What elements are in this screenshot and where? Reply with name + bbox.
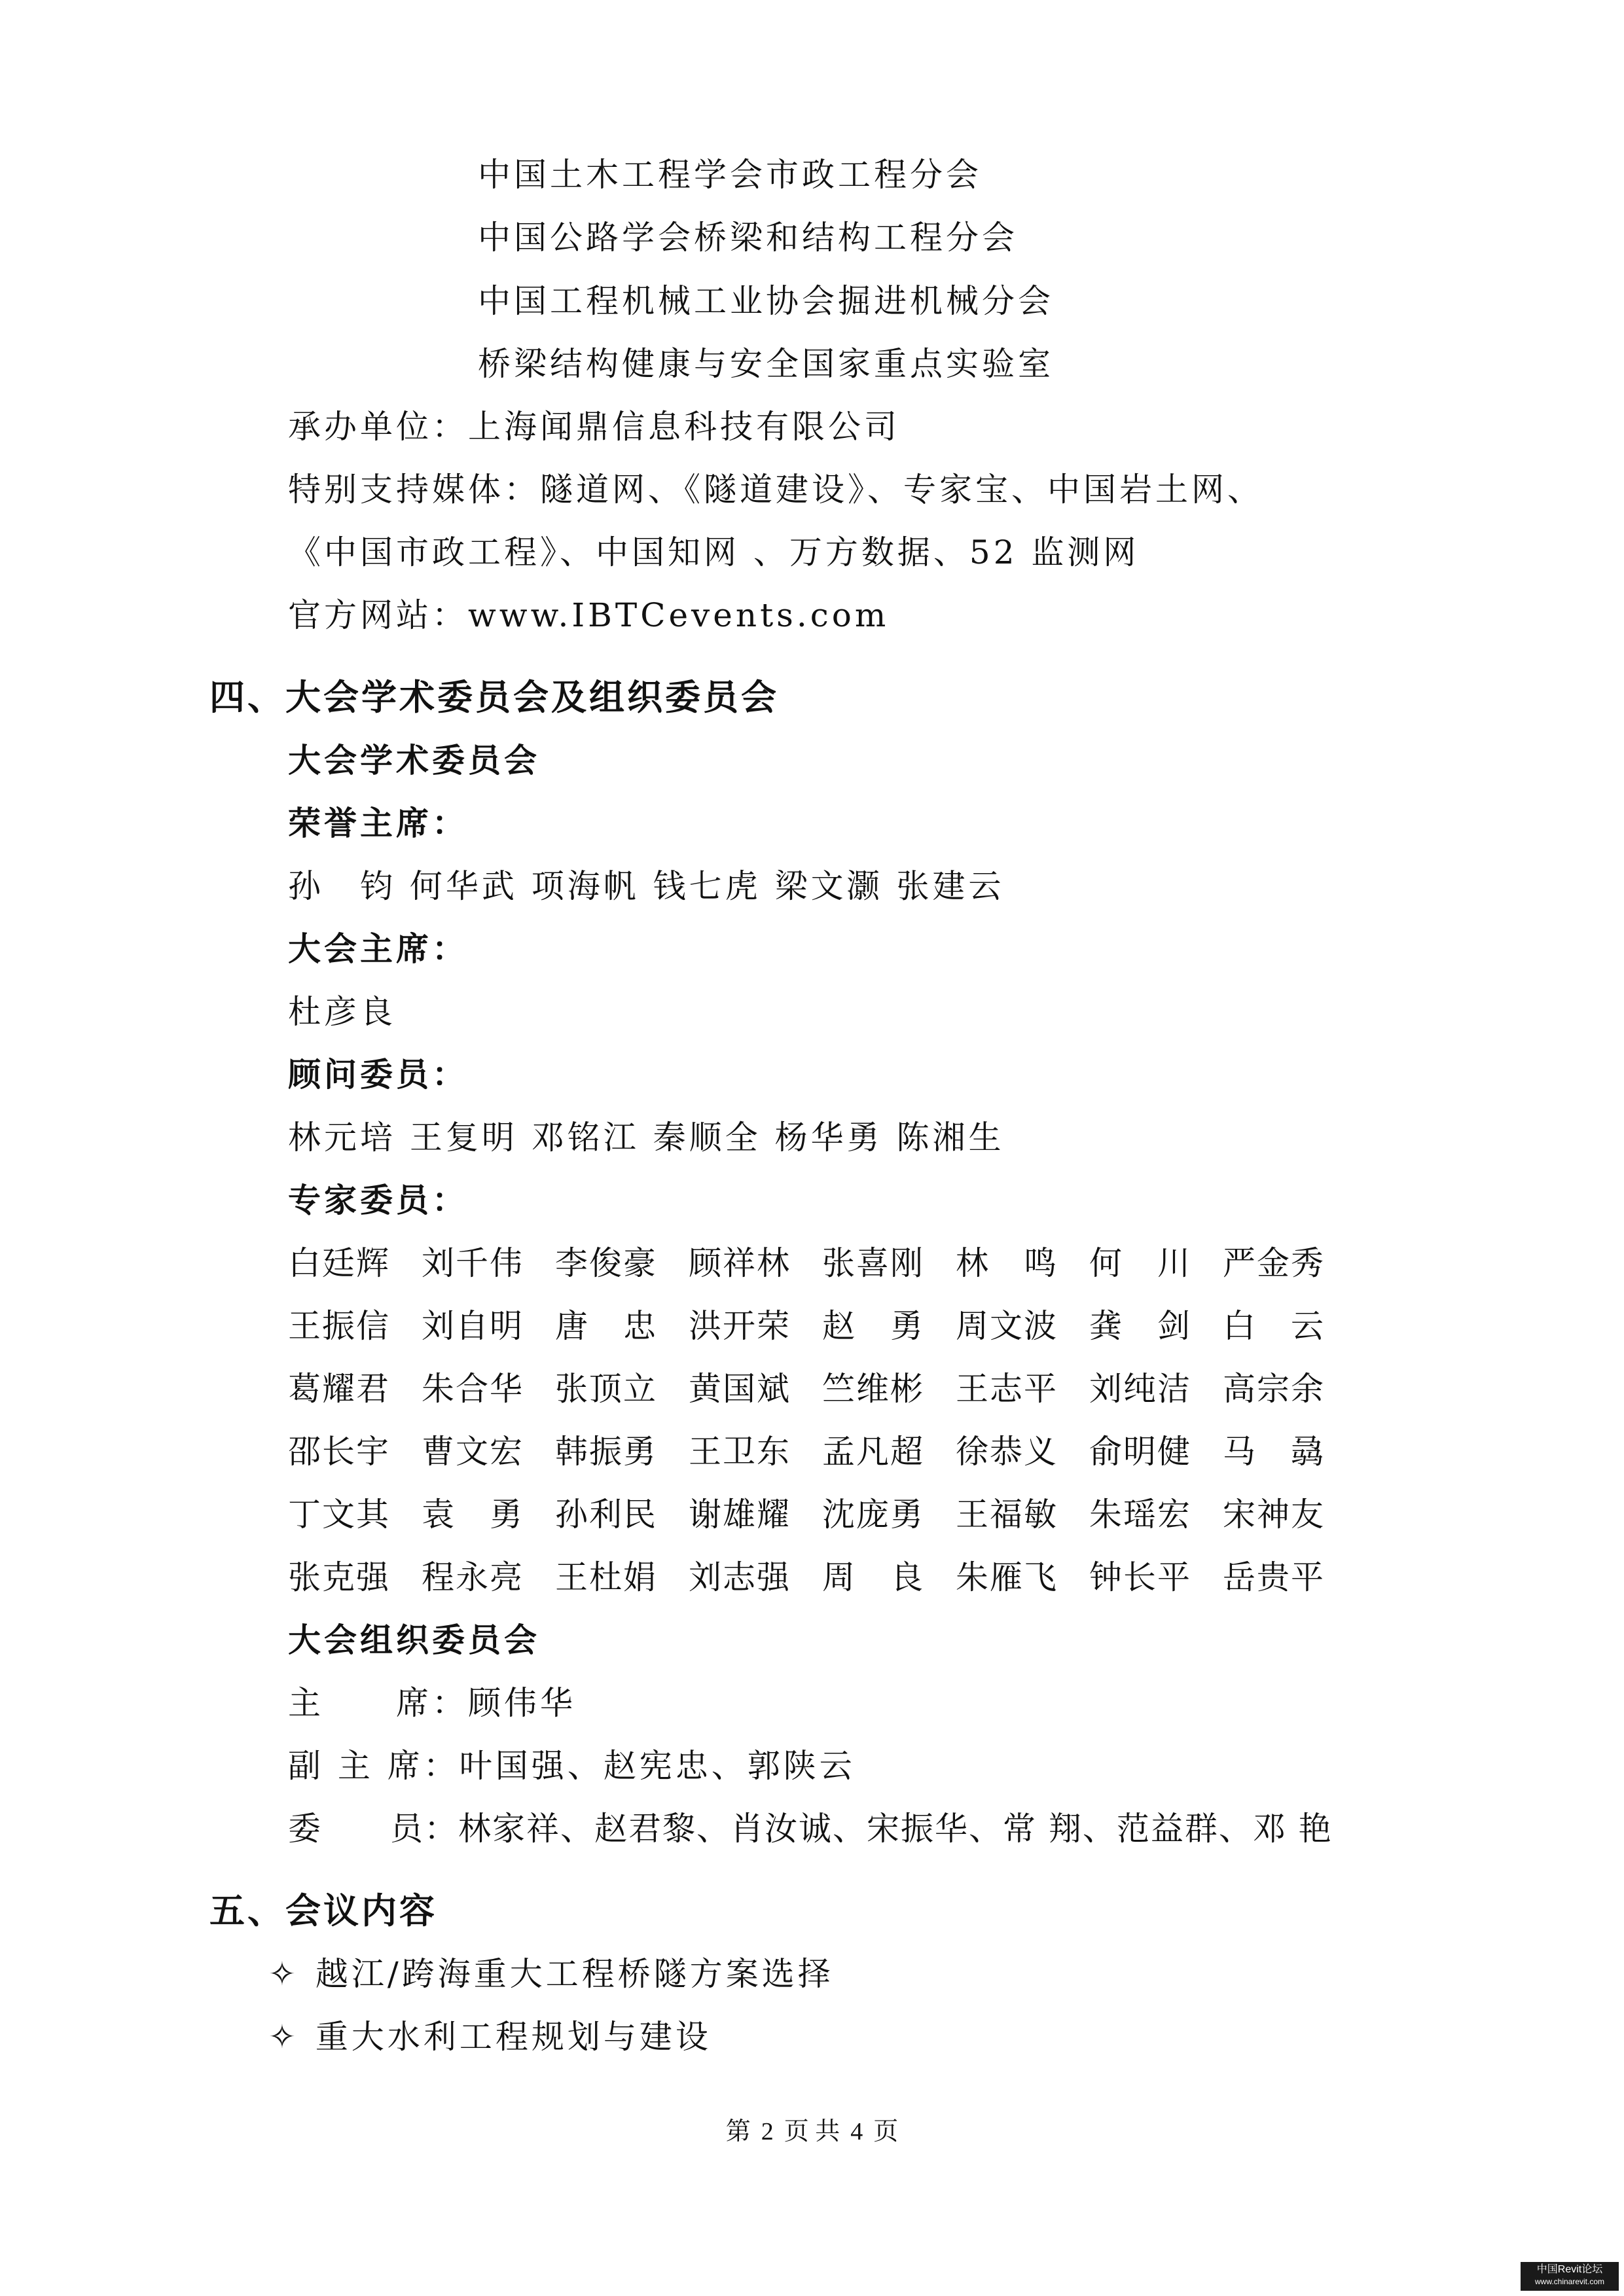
expert-name: 程永亮	[422, 1558, 524, 1596]
expert-name: 朱雁飞	[956, 1558, 1058, 1596]
expert-name: 王振信	[288, 1307, 390, 1345]
content-item-1	[268, 1954, 834, 1994]
expert-name: 顾祥林	[689, 1244, 791, 1282]
expert-name: 孙利民	[555, 1496, 657, 1534]
conference-chair-name: 杜彦良	[288, 993, 396, 1031]
expert-name: 龚 剑	[1089, 1307, 1191, 1345]
expert-name: 高宗余	[1223, 1370, 1325, 1408]
expert-name: 洪开荣	[689, 1307, 791, 1345]
diamond-bullet-icon: ✧	[268, 1955, 296, 1993]
footer-suffix: 页	[873, 2118, 899, 2145]
conference-chair-label: 大会主席：	[288, 930, 468, 968]
expert-name: 李俊豪	[555, 1244, 657, 1282]
expert-name: 竺维彬	[822, 1370, 924, 1408]
website-line: 官方网站：www.IBTCevents.com	[288, 596, 890, 634]
expert-name: 林 鸣	[956, 1244, 1058, 1282]
footer-prefix: 第	[725, 2118, 751, 2145]
expert-name: 邵长宇	[288, 1433, 390, 1471]
expert-name: 刘千伟	[422, 1244, 524, 1282]
expert-name: 岳贵平	[1223, 1558, 1325, 1596]
expert-name: 赵 勇	[822, 1307, 924, 1345]
expert-name: 严金秀	[1223, 1244, 1325, 1282]
expert-name: 丁文其	[288, 1496, 390, 1534]
media-line-1: 特别支持媒体：隧道网、《隧道建设》、专家宝、中国岩土网、	[288, 471, 1263, 509]
expert-name: 沈庞勇	[822, 1496, 924, 1534]
expert-name: 周 良	[822, 1558, 924, 1596]
expert-row-5	[288, 1495, 1356, 1534]
expert-name: 马 骉	[1223, 1433, 1325, 1471]
expert-name: 刘纯洁	[1089, 1370, 1191, 1408]
expert-name: 何 川	[1089, 1244, 1191, 1282]
total-page-number: 4	[850, 2118, 863, 2145]
expert-row-4	[288, 1432, 1356, 1471]
expert-row-6	[288, 1558, 1356, 1597]
expert-row-3	[288, 1369, 1356, 1408]
page-footer	[0, 2111, 1624, 2147]
content-item-text: 重大水利工程规划与建设	[315, 2018, 712, 2056]
expert-name: 刘自明	[422, 1307, 524, 1345]
org-members-line: 委 员：林家祥、赵君黎、肖汝诚、宋振华、常 翔、范益群、邓 艳	[288, 1810, 1333, 1848]
honorary-chair-names: 孙 钧 何华武 项海帆 钱七虎 梁文灏 张建云	[288, 867, 1005, 905]
expert-name: 刘志强	[689, 1558, 791, 1596]
expert-name: 黄国斌	[689, 1370, 791, 1408]
expert-name: 王志平	[956, 1370, 1058, 1408]
expert-name: 孟凡超	[822, 1433, 924, 1471]
expert-name: 钟长平	[1089, 1558, 1191, 1596]
expert-name: 王福敏	[956, 1496, 1058, 1534]
expert-row-1	[288, 1244, 1356, 1283]
expert-name: 白廷辉	[288, 1244, 390, 1282]
expert-name: 朱瑶宏	[1089, 1496, 1191, 1534]
honorary-chair-label: 荣誉主席：	[288, 804, 468, 842]
forum-watermark	[1521, 2262, 1619, 2291]
expert-name: 王杜娟	[555, 1558, 657, 1596]
org-committee-heading: 大会组织委员会	[288, 1621, 540, 1659]
current-page-number: 2	[761, 2118, 774, 2145]
org-chair-line: 主 席：顾伟华	[288, 1684, 576, 1722]
expert-label: 专家委员：	[288, 1181, 468, 1219]
expert-name: 葛耀君	[288, 1370, 390, 1408]
diamond-bullet-icon: ✧	[268, 2018, 296, 2056]
organizer-line-4: 桥梁结构健康与安全国家重点实验室	[478, 345, 1054, 383]
organizer-line-2: 中国公路学会桥梁和结构工程分会	[478, 219, 1018, 257]
org-vice-chair-line: 副 主 席：叶国强、赵宪忠、郭陕云	[288, 1747, 856, 1785]
expert-row-2	[288, 1306, 1356, 1346]
expert-name: 白 云	[1223, 1307, 1325, 1345]
academic-committee-heading: 大会学术委员会	[288, 742, 540, 780]
expert-name: 张顶立	[555, 1370, 657, 1408]
expert-name: 俞明健	[1089, 1433, 1191, 1471]
section-5-title: 五、会议内容	[209, 1890, 437, 1931]
organizer-line-1: 中国土木工程学会市政工程分会	[478, 156, 982, 194]
watermark-url: www.chinarevit.com	[1534, 2277, 1605, 2286]
organizer-line-3: 中国工程机械工业协会掘进机械分会	[478, 282, 1054, 320]
expert-name: 朱合华	[422, 1370, 524, 1408]
section-4-title: 四、大会学术委员会及组织委员会	[209, 677, 779, 718]
content-item-text: 越江/跨海重大工程桥隧方案选择	[315, 1955, 834, 1993]
advisor-label: 顾问委员：	[288, 1056, 468, 1094]
expert-name: 韩振勇	[555, 1433, 657, 1471]
expert-name: 周文波	[956, 1307, 1058, 1345]
expert-name: 王卫东	[689, 1433, 791, 1471]
watermark-title: 中国Revit论坛	[1536, 2264, 1603, 2275]
footer-middle: 页 共	[784, 2118, 840, 2145]
expert-name: 谢雄耀	[689, 1496, 791, 1534]
advisor-names: 林元培 王复明 邓铭江 秦顺全 杨华勇 陈湘生	[288, 1119, 1005, 1157]
host-line: 承办单位：上海闻鼎信息科技有限公司	[288, 408, 900, 446]
expert-name: 宋神友	[1223, 1496, 1325, 1534]
expert-name: 袁 勇	[422, 1496, 524, 1534]
expert-name: 唐 忠	[555, 1307, 657, 1345]
expert-name: 张克强	[288, 1558, 390, 1596]
expert-name: 徐恭义	[956, 1433, 1058, 1471]
expert-name: 曹文宏	[422, 1433, 524, 1471]
content-item-2	[268, 2017, 712, 2056]
media-line-2: 《中国市政工程》、中国知网 、万方数据、52 监测网	[288, 533, 1140, 571]
expert-name: 张喜刚	[822, 1244, 924, 1282]
